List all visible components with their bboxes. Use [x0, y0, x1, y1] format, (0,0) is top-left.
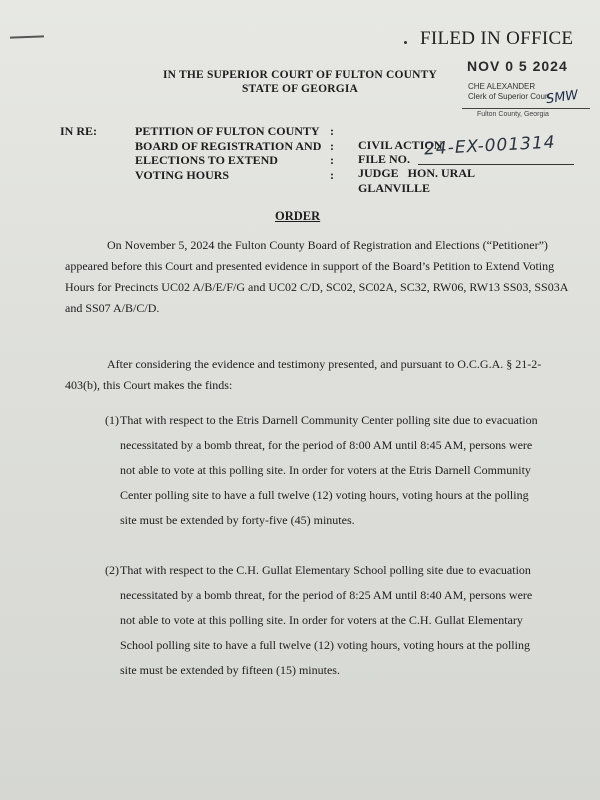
- file-number-line: [418, 164, 574, 165]
- caption-colons: [330, 124, 334, 182]
- petition-line: VOTING HOURS: [135, 167, 230, 182]
- finding-item: [85, 408, 545, 533]
- filed-stamp-title: FILED IN OFFICE: [420, 28, 574, 49]
- file-number-label: FILE NO.: [358, 152, 411, 166]
- caption-colon: :: [330, 138, 334, 153]
- handwritten-initials: SMW: [545, 87, 580, 108]
- in-re-label: IN RE:: [60, 124, 98, 138]
- file-number-handwritten: 24-EX-001314: [423, 132, 557, 160]
- finding-number: (2): [105, 563, 119, 577]
- finding-text: That with respect to the C.H. Gullat Elementary School polling site due to evacuation necessitated by a bomb threat, for the period of 8:25 AM until 8:40 AM, persons were not able to vote at this polling site. In order for voters at the C.H. Gullat Elementary School polling site to have a full twelve (12) voting hours, voting hours at the polling site must be extended by fifteen (15) minutes.: [120, 563, 533, 677]
- finding-text: That with respect to the Etris Darnell Community Center polling site due to evacuation necessitated by a bomb threat, for the period of 8:00 AM until 8:45 AM, persons were not able to vote at this polling site. In order for voters at the Etris Darnell Community Center polling site to have a full twelve (12) voting hours, voting hours at the polling site must be extended by forty-five (45) minutes.: [120, 413, 538, 527]
- caption-colon: :: [330, 167, 334, 182]
- pen-dot: [404, 41, 407, 44]
- petition-line: ELECTIONS TO EXTEND: [135, 153, 278, 167]
- stamp-signature-line: [462, 108, 590, 109]
- court-heading: [150, 68, 450, 96]
- pen-mark: [10, 35, 44, 38]
- caption-colon: :: [330, 153, 334, 167]
- petition-line: BOARD OF REGISTRATION AND: [135, 138, 322, 153]
- judge-line-1: JUDGE HON. URAL: [358, 166, 476, 180]
- civil-action-label: CIVIL ACTION: [358, 138, 443, 152]
- order-paragraph-findings: After considering the evidence and testimony presented, and pursuant to O.C.G.A. § 21-2-403(b), this Court makes the finds:: [65, 357, 542, 392]
- stamp-county: Fulton County, Georgia: [477, 111, 549, 118]
- petition-title: [135, 124, 321, 182]
- judge-block: [358, 166, 475, 195]
- clerk-title: Clerk of Superior Court: [468, 92, 550, 101]
- order-paragraph-intro: On November 5, 2024 the Fulton County Board of Registration and Elections (“Petitioner”) appeared before this Court and presented evidence in support of the Board’s Petition to Extend Voting Hours for Precincts UC02 A/B/E/F/G and UC02 C/D, SC02, SC02A, SC32, RW06, RW13 SS03, SS03A and SS07 A/B/C/D.: [65, 238, 568, 315]
- clerk-name: CHE ALEXANDER: [468, 82, 536, 91]
- clerk-block: [468, 82, 550, 102]
- finding-number: (1): [105, 413, 119, 427]
- filed-stamp-date: NOV 0 5 2024: [467, 58, 568, 74]
- caption-colon: :: [330, 124, 334, 138]
- finding-item: [85, 558, 545, 683]
- court-line-2: STATE OF GEORGIA: [241, 83, 359, 95]
- court-line-1: IN THE SUPERIOR COURT OF FULTON COUNTY: [162, 69, 438, 81]
- petition-line: PETITION OF FULTON COUNTY: [135, 124, 320, 138]
- judge-line-2: GLANVILLE: [358, 180, 431, 195]
- order-heading: ORDER: [275, 209, 321, 223]
